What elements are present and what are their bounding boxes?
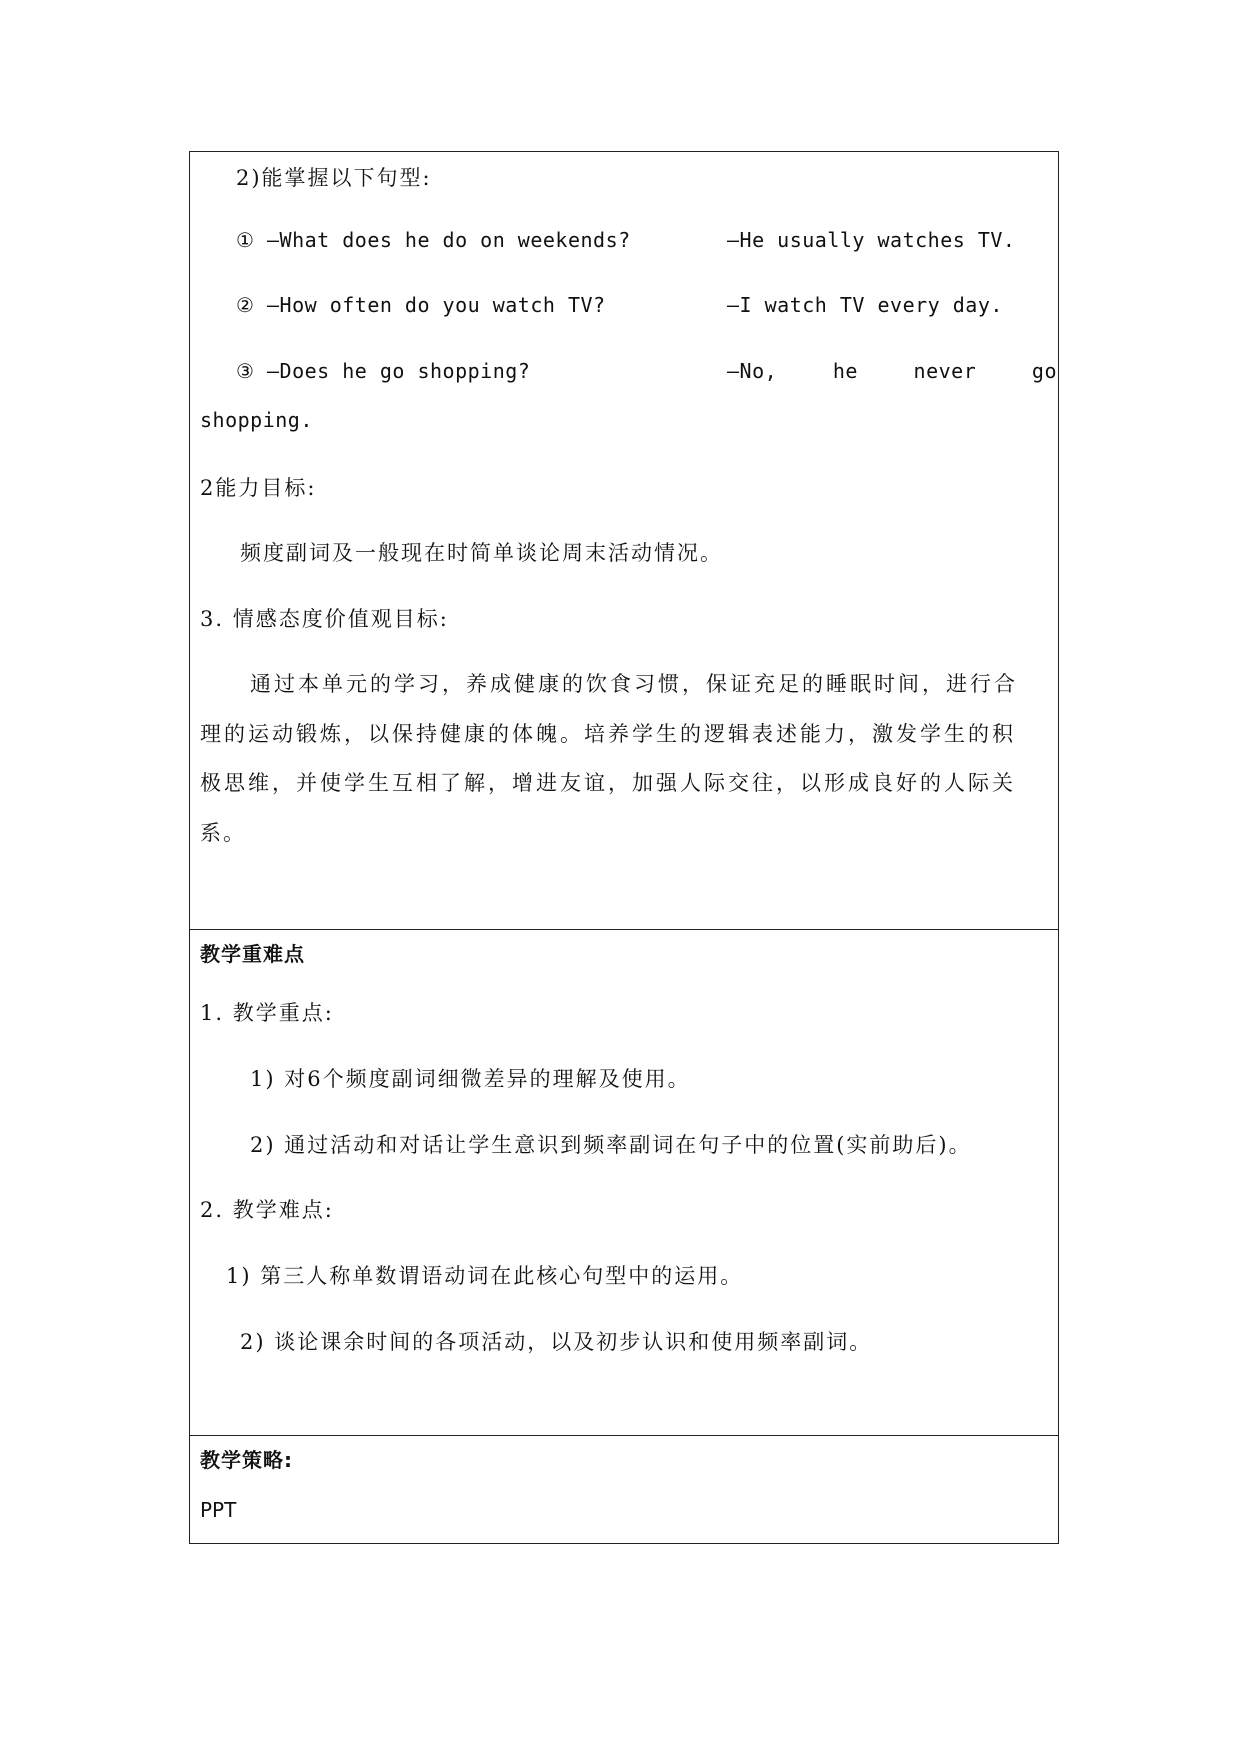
dialogue-3-answer bbox=[727, 359, 1057, 383]
answer-word: —No, bbox=[727, 359, 778, 383]
emotion-paragraph-line: 理的运动锻炼，以保持健康的体魄。培养学生的逻辑表述能力，激发学生的积 bbox=[200, 722, 1016, 746]
difficult-points-heading: 2. 教学难点: bbox=[200, 1198, 334, 1222]
dialogue-number: ② bbox=[236, 293, 255, 317]
dialogue-3-answer-continued: shopping. bbox=[200, 408, 313, 432]
sentence-patterns-heading: 2)能掌握以下句型: bbox=[236, 166, 432, 190]
emotion-heading: 3. 情感态度价值观目标: bbox=[200, 607, 449, 631]
difficult-point-item: 2) 谈论课余时间的各项活动，以及初步认识和使用频率副词。 bbox=[240, 1330, 873, 1354]
teaching-strategy-content: PPT bbox=[200, 1498, 237, 1522]
emotion-paragraph-line: 系。 bbox=[200, 821, 246, 845]
objectives-cell bbox=[190, 152, 1058, 930]
question-text: —What does he do on weekends? bbox=[266, 228, 631, 252]
teaching-strategy-title: 教学策略: bbox=[200, 1448, 293, 1472]
teaching-strategy-cell bbox=[190, 1436, 1058, 1543]
ability-heading: 2能力目标: bbox=[200, 476, 317, 500]
question-text: —How often do you watch TV? bbox=[266, 293, 606, 317]
dialogue-1-question bbox=[236, 228, 631, 252]
answer-word: go bbox=[1031, 359, 1057, 383]
key-points-heading: 1. 教学重点: bbox=[200, 1001, 334, 1025]
dialogue-2-answer: —I watch TV every day. bbox=[727, 293, 1003, 317]
lesson-plan-table bbox=[189, 151, 1059, 1544]
difficult-point-item: 1) 第三人称单数谓语动词在此核心句型中的运用。 bbox=[226, 1264, 744, 1288]
dialogue-2-question bbox=[236, 293, 606, 317]
emotion-paragraph-line: 极思维，并使学生互相了解，增进友谊，加强人际交往，以形成良好的人际关 bbox=[200, 771, 1016, 795]
dialogue-1-answer: —He usually watches TV. bbox=[727, 228, 1016, 252]
key-difficult-title: 教学重难点 bbox=[200, 942, 305, 966]
key-difficult-points-cell bbox=[190, 930, 1058, 1436]
dialogue-number: ① bbox=[236, 228, 255, 252]
answer-word: never bbox=[913, 359, 977, 383]
key-point-item: 1) 对6个频度副词细微差异的理解及使用。 bbox=[250, 1067, 691, 1091]
dialogue-number: ③ bbox=[236, 359, 255, 383]
ability-text: 频度副词及一般现在时简单谈论周末活动情况。 bbox=[240, 541, 723, 565]
question-text: —Does he go shopping? bbox=[266, 359, 531, 383]
emotion-paragraph-line: 通过本单元的学习，养成健康的饮食习惯，保证充足的睡眠时间，进行合 bbox=[250, 672, 1018, 696]
dialogue-3-question bbox=[236, 359, 530, 383]
key-point-item: 2) 通过活动和对话让学生意识到频率副词在句子中的位置(实前助后)。 bbox=[250, 1133, 972, 1157]
answer-word: he bbox=[832, 359, 858, 383]
